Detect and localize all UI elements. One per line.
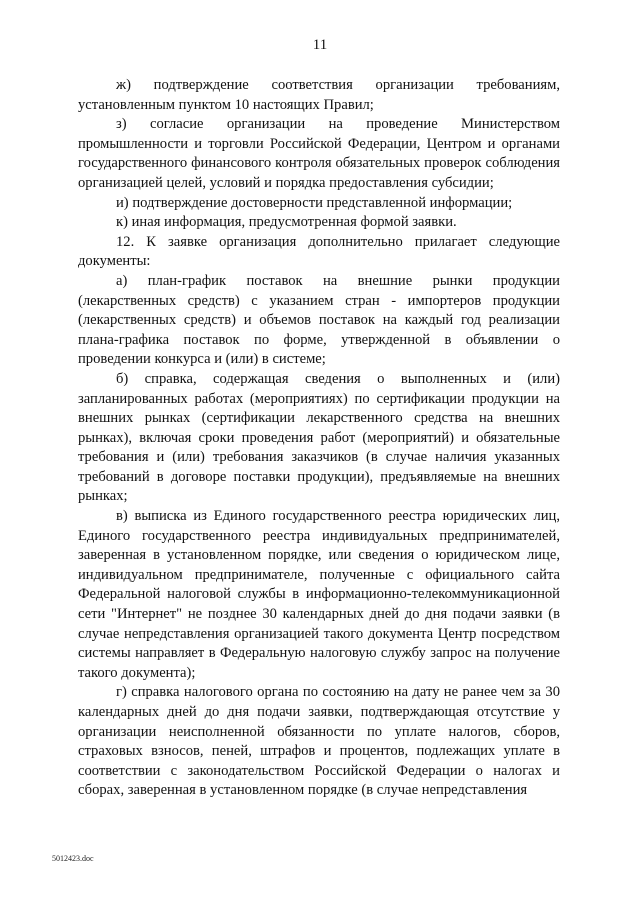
paragraph-z: з) согласие организации на проведение Министерством промышленности и торговли Российской Федерации, Центром и органами государственного финансового контроля обязательных проверок соблюдения организацией целей, условий и порядка предоставления субсидии; (78, 116, 560, 191)
footer-file-code: 5012423.doc (52, 854, 94, 863)
paragraph-a: а) план-график поставок на внешние рынки продукции (лекарственных средств) с указанием стран - импортеров продукции (лекарственных средств) и объемов поставок на каждый год реализации плана-графика поставок по форме, утвержденной в объявлении о проведении конкурса и (или) в системе; (78, 272, 560, 368)
paragraph-zh: ж) подтверждение соответствия организации требованиям, установленным пунктом 10 настоящих Правил; (78, 77, 560, 113)
paragraph-b: б) справка, содержащая сведения о выполненных и (или) запланированных работах (мероприятиях) по сертификации продукции на внешних рынках (сертификации лекарственного средства на внешних рынках), включая сроки проведения работ (мероприятий) и обязательные требования и (или) требования заказчиков (в случае наличия указанных требований в договоре поставки продукции), предъявляемые на внешних рынках; (78, 370, 560, 505)
paragraph-i: и) подтверждение достоверности представленной информации; (116, 194, 513, 211)
paragraph-v: в) выписка из Единого государственного реестра юридических лиц, Единого государственного реестра индивидуальных предпринимателей, заверенная в установленном порядке, или сведения о юридическом лице, индивидуальном предпринимателе, полученные с официального сайта Федеральной налоговой службы в информационно-телекоммуникационной сети "Интернет" не позднее 30 календарных дней до дня подачи заявки (в случае непредставления организацией такого документа Центр посредством системы направляет в Федеральную налоговую службу запрос на получение такого документа); (78, 508, 560, 681)
paragraph-12: 12. К заявке организация дополнительно прилагает следующие документы: (78, 233, 560, 270)
page-number: 11 (312, 37, 328, 53)
paragraph-k: к) иная информация, предусмотренная формой заявки. (116, 214, 457, 231)
paragraph-g: г) справка налогового органа по состоянию на дату не ранее чем за 30 календарных дней до дня подачи заявки, подтверждающая отсутствие у организации неисполненной обязанности по уплате налогов, сборов, страховых взносов, пеней, штрафов и процентов, подлежащих уплате в соответствии с законодательством Российской Федерации о налогах и сборах, заверенная в установленном порядке (в случае непредставления (78, 684, 560, 799)
document-body (78, 76, 560, 801)
